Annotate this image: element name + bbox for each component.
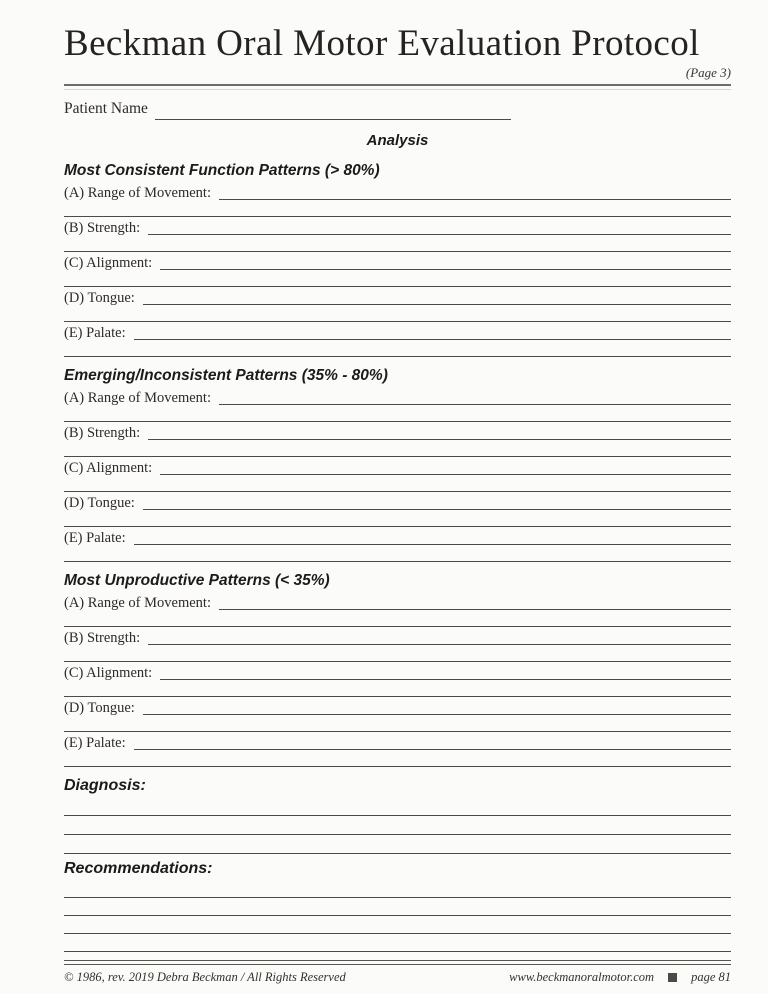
- field-label: (D) Tongue:: [64, 494, 135, 511]
- form-field: [64, 735, 731, 767]
- recommendations-write-lines: [64, 880, 731, 952]
- field-write-line: [134, 325, 731, 340]
- form-field: [64, 595, 731, 627]
- form-field: [64, 700, 731, 732]
- field-write-line: [143, 700, 731, 715]
- field-label: (D) Tongue:: [64, 699, 135, 716]
- field-continuation-line: [64, 321, 731, 322]
- copyright-text: © 1986, rev. 2019 Debra Beckman / All Rights Reserved: [64, 969, 346, 984]
- field-label: (B) Strength:: [64, 219, 141, 236]
- form-field: [64, 220, 731, 252]
- analysis-sections: [64, 162, 731, 767]
- square-bullet-icon: [668, 973, 677, 982]
- analysis-section: [64, 367, 731, 562]
- analysis-section: [64, 162, 731, 357]
- diagnosis-heading: Diagnosis:: [64, 776, 146, 794]
- section-heading: Emerging/Inconsistent Patterns (35% - 80%): [64, 366, 388, 384]
- section-heading: Most Unproductive Patterns (< 35%): [64, 571, 330, 589]
- form-field: [64, 460, 731, 492]
- field-continuation-line: [64, 216, 731, 217]
- form-field: [64, 665, 731, 697]
- website-text: www.beckmanoralmotor.com: [509, 969, 655, 984]
- field-continuation-line: [64, 626, 731, 627]
- field-write-line: [148, 425, 731, 440]
- field-label: (E) Palate:: [64, 324, 126, 341]
- field-label: (A) Range of Movement:: [64, 594, 211, 611]
- field-continuation-line: [64, 561, 731, 562]
- form-field: [64, 630, 731, 662]
- form-field: [64, 255, 731, 287]
- field-label: (B) Strength:: [64, 424, 141, 441]
- field-continuation-line: [64, 766, 731, 767]
- form-field: [64, 325, 731, 357]
- field-label: (C) Alignment:: [64, 459, 153, 476]
- footer: [64, 970, 731, 985]
- field-label: (A) Range of Movement:: [64, 389, 211, 406]
- field-label: (E) Palate:: [64, 734, 126, 751]
- field-continuation-line: [64, 356, 731, 357]
- field-write-line: [160, 665, 731, 680]
- blank-write-line: [64, 934, 731, 952]
- form-field: [64, 390, 731, 422]
- patient-name-write-line: [155, 100, 511, 120]
- field-continuation-line: [64, 696, 731, 697]
- field-label: (C) Alignment:: [64, 254, 153, 271]
- field-write-line: [143, 290, 731, 305]
- analysis-section: [64, 572, 731, 767]
- form-field: [64, 530, 731, 562]
- field-write-line: [148, 220, 731, 235]
- field-write-line: [219, 185, 731, 200]
- field-label: (D) Tongue:: [64, 289, 135, 306]
- field-label: (B) Strength:: [64, 629, 141, 646]
- form-field: [64, 290, 731, 322]
- field-write-line: [160, 255, 731, 270]
- form-field: [64, 185, 731, 217]
- field-continuation-line: [64, 456, 731, 457]
- blank-write-line: [64, 816, 731, 835]
- section-heading: Most Consistent Function Patterns (> 80%): [64, 161, 380, 179]
- field-continuation-line: [64, 526, 731, 527]
- field-continuation-line: [64, 731, 731, 732]
- field-continuation-line: [64, 661, 731, 662]
- blank-write-line: [64, 916, 731, 934]
- page-number: page 81: [691, 969, 731, 984]
- field-label: (E) Palate:: [64, 529, 126, 546]
- field-continuation-line: [64, 286, 731, 287]
- field-continuation-line: [64, 251, 731, 252]
- field-write-line: [148, 630, 731, 645]
- field-label: (C) Alignment:: [64, 664, 153, 681]
- footer-rule: [64, 960, 731, 965]
- field-write-line: [160, 460, 731, 475]
- patient-name-label: Patient Name: [64, 99, 148, 117]
- field-write-line: [143, 495, 731, 510]
- recommendations-block: [64, 860, 731, 952]
- footer-right-group: [509, 970, 731, 985]
- field-write-line: [134, 735, 731, 750]
- diagnosis-write-lines: [64, 797, 731, 854]
- field-continuation-line: [64, 491, 731, 492]
- field-write-line: [219, 390, 731, 405]
- page-title: Beckman Oral Motor Evaluation Protocol: [64, 23, 700, 64]
- blank-write-line: [64, 835, 731, 854]
- blank-write-line: [64, 880, 731, 898]
- analysis-heading: Analysis: [366, 131, 429, 149]
- field-write-line: [134, 530, 731, 545]
- page-number-note: (Page 3): [685, 64, 731, 80]
- diagnosis-block: [64, 777, 731, 854]
- form-field: [64, 495, 731, 527]
- field-write-line: [219, 595, 731, 610]
- field-continuation-line: [64, 421, 731, 422]
- patient-name-row: [64, 100, 731, 120]
- header-rule: [64, 84, 731, 90]
- blank-write-line: [64, 898, 731, 916]
- recommendations-heading: Recommendations:: [64, 859, 213, 877]
- field-label: (A) Range of Movement:: [64, 184, 211, 201]
- form-field: [64, 425, 731, 457]
- blank-write-line: [64, 797, 731, 816]
